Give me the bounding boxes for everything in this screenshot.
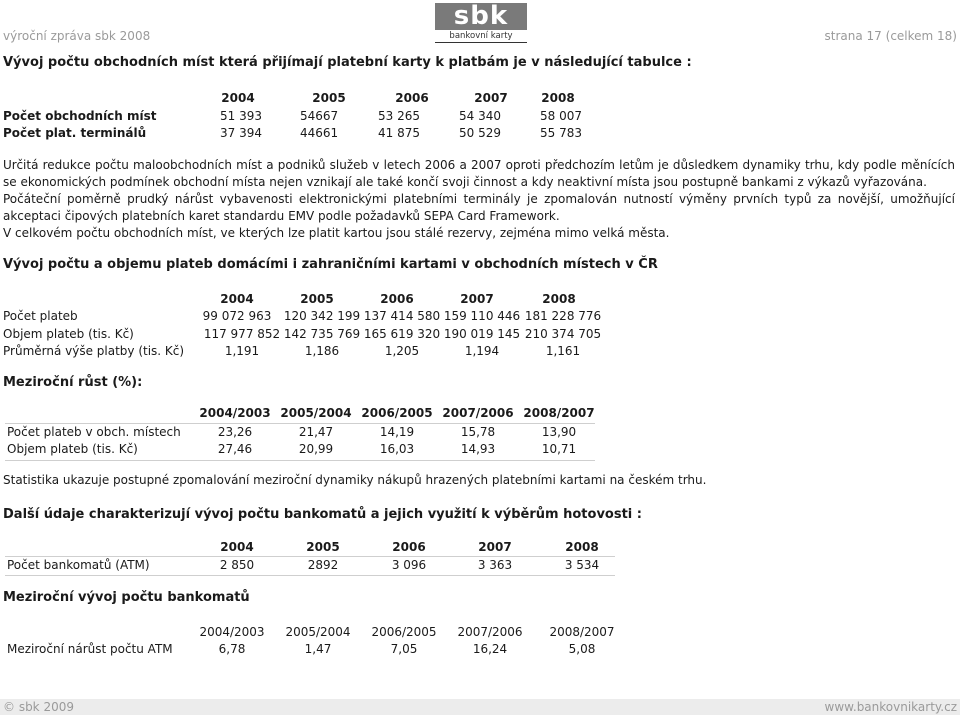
table-cell: 15,78 xyxy=(460,425,496,439)
column-header: 2006 xyxy=(380,292,414,306)
table-cell: 1,161 xyxy=(545,344,581,358)
table-cell: 165 619 320 xyxy=(363,327,441,341)
footer-website-link[interactable]: www.bankovnikarty.cz xyxy=(824,700,957,714)
column-header: 2004 xyxy=(220,292,254,306)
table-cell: 50 529 xyxy=(459,126,501,140)
table-cell: 13,90 xyxy=(541,425,577,439)
paragraph-terminals: Počáteční poměrně prudký nárůst vybavenosti elektronickými platebními terminály je zpomalován nutností výměny prvních typů za novější, umožňující akceptaci čipových platebních karet standardu EMV podle požadavků SEPA Card Framework. xyxy=(3,192,955,223)
table-cell: 53 265 xyxy=(378,109,420,123)
column-header: 2007 xyxy=(460,292,494,306)
table-cell: 1,186 xyxy=(304,344,340,358)
table-cell: 210 374 705 xyxy=(524,327,602,341)
column-header: 2004/2003 xyxy=(199,406,271,420)
table-cell: 1,191 xyxy=(224,344,260,358)
column-header: 2008 xyxy=(565,540,599,554)
table-cell: 27,46 xyxy=(217,442,253,456)
table-cell: 1,205 xyxy=(384,344,420,358)
column-header: 2007/2006 xyxy=(457,625,523,639)
table-cell: 16,24 xyxy=(472,642,508,656)
row-label: Počet plateb v obch. místech xyxy=(7,425,181,439)
footer-bar xyxy=(0,699,960,715)
column-header: 2006 xyxy=(395,91,429,105)
column-header: 2005/2004 xyxy=(280,406,352,420)
paragraph-reserves: V celkovém počtu obchodních míst, ve kterých lze platit kartou jsou stálé rezervy, zejména mimo velká města. xyxy=(3,226,670,240)
sbk-logo xyxy=(435,3,527,41)
column-header: 2006/2005 xyxy=(371,625,437,639)
table-cell: 21,47 xyxy=(298,425,334,439)
row-label: Objem plateb (tis. Kč) xyxy=(3,327,134,341)
table-cell: 137 414 580 xyxy=(363,309,441,323)
table-cell: 2892 xyxy=(307,558,339,572)
table-cell: 51 393 xyxy=(220,109,262,123)
column-header: 2004 xyxy=(221,91,255,105)
table-cell: 1,47 xyxy=(304,642,332,656)
column-header: 2008/2007 xyxy=(549,625,615,639)
column-header: 2004 xyxy=(220,540,254,554)
table-cell: 14,19 xyxy=(379,425,415,439)
logo-sub-text: bankovní karty xyxy=(435,31,527,43)
table-cell: 3 363 xyxy=(477,558,513,572)
table-cell: 37 394 xyxy=(220,126,262,140)
column-header: 2005/2004 xyxy=(285,625,351,639)
table-cell: 142 735 769 xyxy=(283,327,361,341)
logo-main-text: sbk xyxy=(435,3,527,30)
column-header: 2005 xyxy=(300,292,334,306)
table-cell: 41 875 xyxy=(378,126,420,140)
table-cell: 58 007 xyxy=(540,109,582,123)
table-cell: 6,78 xyxy=(218,642,246,656)
column-header: 2006 xyxy=(392,540,426,554)
column-header: 2008 xyxy=(541,91,575,105)
table-cell: 117 977 852 xyxy=(203,327,281,341)
table-cell: 2 850 xyxy=(219,558,255,572)
paragraph-reduction: Určitá redukce počtu maloobchodních míst a podniků služeb v letech 2006 a 2007 oproti předchozím letům je důsledkem dynamiky trhu, kdy podle měnících se ekonomických podmínek obchodní místa nejen vznikají ale také končí svoji činnost a kdy neaktivní místa jsou postupně bankami z výkazů vyřazována. xyxy=(3,158,955,189)
table-cell: 3 534 xyxy=(564,558,600,572)
table-cell: 55 783 xyxy=(540,126,582,140)
table-cell: 5,08 xyxy=(568,642,596,656)
row-label: Počet bankomatů (ATM) xyxy=(7,558,150,572)
table-cell: 16,03 xyxy=(379,442,415,456)
section1-title: Vývoj počtu obchodních míst která přijímají platební karty k platbám je v následující tabulce : xyxy=(3,55,692,70)
section2-title: Vývoj počtu a objemu plateb domácími i zahraničními kartami v obchodních místech v ČR xyxy=(3,257,658,272)
table-cell: 190 019 145 xyxy=(443,327,521,341)
column-header: 2008/2007 xyxy=(523,406,595,420)
row-label: Průměrná výše platby (tis. Kč) xyxy=(3,344,185,358)
column-header: 2008 xyxy=(542,292,576,306)
section5-title: Meziroční vývoj počtu bankomatů xyxy=(3,590,250,605)
table-cell: 23,26 xyxy=(217,425,253,439)
section4-title: Další údaje charakterizují vývoj počtu bankomatů a jejich využití k výběrům hotovosti : xyxy=(3,507,642,522)
row-label: Počet plat. terminálů xyxy=(3,126,147,140)
row-label: Počet plateb xyxy=(3,309,78,323)
table-cell: 99 072 963 xyxy=(202,309,272,323)
table-cell: 10,71 xyxy=(541,442,577,456)
section3-title: Meziroční růst (%): xyxy=(3,375,143,390)
row-label: Objem plateb (tis. Kč) xyxy=(7,442,138,456)
column-header: 2005 xyxy=(306,540,340,554)
table-cell: 54667 xyxy=(300,109,339,123)
table-cell: 14,93 xyxy=(460,442,496,456)
footer-copyright: © sbk 2009 xyxy=(3,700,74,714)
statistic-text: Statistika ukazuje postupné zpomalování meziroční dynamiky nákupů hrazených platebními kartami na českém trhu. xyxy=(3,473,707,487)
column-header: 2007/2006 xyxy=(442,406,514,420)
column-header: 2007 xyxy=(474,91,508,105)
row-label: Meziroční nárůst počtu ATM xyxy=(7,642,173,656)
table-cell: 44661 xyxy=(300,126,339,140)
table-cell: 181 228 776 xyxy=(524,309,602,323)
table-rule xyxy=(5,423,595,461)
table-cell: 54 340 xyxy=(459,109,501,123)
table-cell: 120 342 199 xyxy=(283,309,361,323)
table-cell: 3 096 xyxy=(391,558,427,572)
table-cell: 159 110 446 xyxy=(443,309,521,323)
header-report-title: výroční zpráva sbk 2008 xyxy=(3,29,151,43)
table-cell: 1,194 xyxy=(464,344,500,358)
table-cell: 20,99 xyxy=(298,442,334,456)
column-header: 2006/2005 xyxy=(361,406,433,420)
column-header: 2004/2003 xyxy=(199,625,265,639)
table-cell: 7,05 xyxy=(390,642,418,656)
header-page-number: strana 17 (celkem 18) xyxy=(824,29,957,43)
column-header: 2007 xyxy=(478,540,512,554)
row-label: Počet obchodních míst xyxy=(3,109,157,123)
table-rule xyxy=(5,556,615,576)
column-header: 2005 xyxy=(312,91,346,105)
